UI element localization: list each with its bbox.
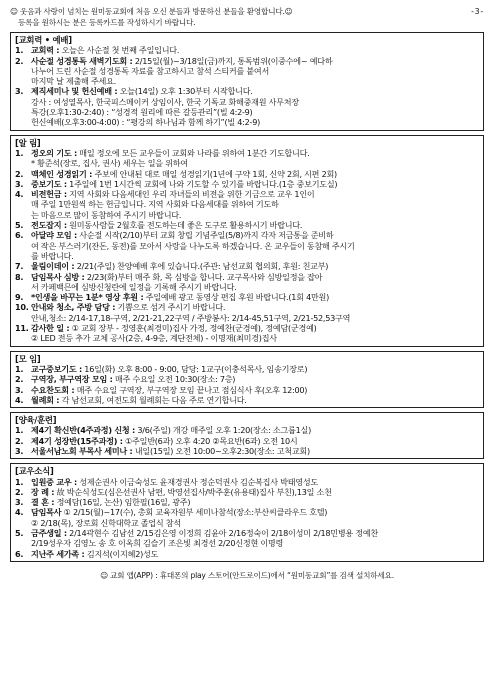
list-item xyxy=(15,385,479,395)
list-item xyxy=(15,169,479,179)
item-line xyxy=(31,282,479,292)
list-item xyxy=(15,436,479,446)
item-body xyxy=(31,272,479,293)
item-text: 2/19성우자 김영노 송 호 이옥희 김슬기 조은빛 최경선 2/20신정현 이명령 xyxy=(31,538,284,549)
item-number: 6. xyxy=(15,230,24,241)
item-body xyxy=(31,446,479,456)
item-text: 원미동사람들 2월호를 전도하는데 좋은 도구로 활용하시기 바랍니다. xyxy=(69,220,303,231)
item-body xyxy=(31,56,479,87)
item-text: 사순절 시작(2/10)부터 교회 창립 기념주일(5/8)까지 각자 저금통을 준비하 xyxy=(79,230,334,241)
item-text: 매일 정오에 모든 교우들이 교회와 나라를 위하여 1분간 기도합니다. xyxy=(79,147,310,158)
item-label: 안내와 청소, 주방 담당 : xyxy=(31,302,116,313)
welcome-message xyxy=(10,6,464,28)
item-line xyxy=(31,446,479,456)
item-text: 를 바랍니다. xyxy=(31,250,74,261)
item-text: 헌신예배(오후3:00-4:00) : “평강의 하나님과 함께 하기”(빌 4:2-9) xyxy=(31,117,261,128)
item-line xyxy=(31,323,479,333)
section-items xyxy=(15,425,479,456)
section-worship xyxy=(10,32,484,131)
item-line xyxy=(31,333,479,343)
item-text: 매주 수요일 구역장, 부구역장 모임 끝나고 점심식사 후(오후 12:00) xyxy=(76,384,308,395)
item-text: 마지막 날 제출해 주세요. xyxy=(31,76,116,87)
item-label: 금주생일 : xyxy=(31,528,67,539)
item-body xyxy=(31,148,479,169)
section-title: [교우소식] xyxy=(15,466,54,477)
section-items xyxy=(15,364,479,405)
section-training xyxy=(10,412,484,459)
list-item xyxy=(15,56,479,87)
item-line xyxy=(31,210,479,220)
list-item xyxy=(15,302,479,323)
item-line xyxy=(31,487,479,497)
item-number: 10. xyxy=(15,302,29,313)
item-label: 입원중 교우 : xyxy=(31,476,77,487)
item-body xyxy=(31,292,479,302)
item-number: 2. xyxy=(15,168,24,179)
item-label: 울림이데이 : xyxy=(31,261,75,272)
list-item xyxy=(15,272,479,293)
list-item xyxy=(15,230,479,261)
item-text: 각 남선교회, 여전도회 월례회는 다음 주로 연기합니다. xyxy=(61,394,247,405)
item-text: 2/23(화)부터 매주 화, 목 심방을 합니다. 교구목사와 심방일정을 잡아 xyxy=(86,271,323,282)
item-body xyxy=(31,436,479,446)
item-line xyxy=(31,251,479,261)
item-text: 여 작은 부스러기(잔돈, 동전)를 모아서 사랑을 나누도록 하겠습니다. 온 교우들이 동참해 주시기 xyxy=(31,240,355,251)
list-item xyxy=(15,189,479,220)
section-notices xyxy=(10,135,484,347)
item-body xyxy=(31,45,479,55)
item-body xyxy=(31,230,479,261)
item-label: 맥체인 성경읽기 : xyxy=(31,168,93,179)
item-line xyxy=(31,497,479,507)
item-line xyxy=(31,518,479,528)
item-number: 1. xyxy=(15,147,24,158)
welcome-line-2: 등록을 원하시는 분은 등록카드를 작성하시기 바랍니다. xyxy=(18,18,196,27)
item-label: 결 혼 : xyxy=(31,497,55,508)
item-text: 2/15일(월)~3/18일(금)까지, 통독범위(이중수에~ 예다하 xyxy=(134,55,333,66)
item-line xyxy=(31,158,479,168)
item-label: 제직세미나 및 헌신예배 : xyxy=(31,86,118,97)
list-item xyxy=(15,261,479,271)
welcome-banner xyxy=(10,6,484,28)
item-text: ② LED 전등 추가 교체 공사(2층, 4-9층, 계단전체) - 이명재(최미경)집사 xyxy=(31,333,277,344)
item-text: 안내,청소: 2/14-17,18-구역, 2/21-21,22구역 / 주방봉사: 2/14-45,51구역, 2/21-52,53구역 xyxy=(31,312,351,323)
item-number: 1. xyxy=(15,363,24,374)
item-label: 중보기도 : xyxy=(31,178,67,189)
item-number: 1. xyxy=(15,45,24,56)
list-item xyxy=(15,323,479,344)
item-line xyxy=(31,66,479,76)
item-text: 오늘은 사순절 첫 번째 주일입니다. xyxy=(61,45,180,56)
item-number: 7. xyxy=(15,261,24,272)
item-label: *인생을 바꾸는 1분* 영상 후원 : xyxy=(31,292,144,303)
list-item xyxy=(15,292,479,302)
item-text: 서 카페백믄에 심방신청란에 일정을 기록해 주시기 바랍니다. xyxy=(31,281,237,292)
welcome-line-1: ☺ 웃음과 사랑이 넘치는 원미동교회에 처음 오신 분들과 방문하신 분들을 환영합니다.☺ xyxy=(10,7,293,16)
item-label: 교구중보기도 : xyxy=(31,363,82,374)
item-number: 11. xyxy=(15,323,29,334)
item-line xyxy=(31,507,479,517)
item-number: 3. xyxy=(15,178,24,189)
item-line xyxy=(31,425,479,435)
item-line xyxy=(31,436,479,446)
item-label: 아달랴 모임 : xyxy=(31,230,77,241)
list-item xyxy=(15,395,479,405)
item-line xyxy=(31,169,479,179)
item-label: 비전헌금 : xyxy=(31,189,67,200)
item-line xyxy=(31,56,479,66)
item-number: 2. xyxy=(15,55,24,66)
item-line xyxy=(31,477,479,487)
item-text: 오늘(14일) 오후 1:30부터 시작합니다. xyxy=(119,86,253,97)
list-item xyxy=(15,179,479,189)
item-text: 성제순권사 이금숙성도 윤재경권사 정순덕권사 김순복집사 박태영성도 xyxy=(79,476,318,487)
item-number: 4. xyxy=(15,394,24,405)
section-items xyxy=(15,45,479,127)
list-item xyxy=(15,220,479,230)
item-text: 나누어 드린 사순절 성경통독 자료를 참고하시고 참석 스티커를 붙여서 xyxy=(31,65,270,76)
item-body xyxy=(31,169,479,179)
list-item xyxy=(15,45,479,55)
item-label: 정오의 기도 : xyxy=(31,147,77,158)
item-label: 제4기 성장반(15주과정) : xyxy=(31,435,123,446)
list-item xyxy=(15,507,479,528)
section-items xyxy=(15,477,479,559)
item-label: 월례회 : xyxy=(31,394,60,405)
item-text: 는 마음으로 많이 동참하여 주시기 바랍니다. xyxy=(31,209,182,220)
item-label: 장 례 : xyxy=(31,486,55,497)
item-line xyxy=(31,76,479,86)
item-number: 3. xyxy=(15,384,24,395)
item-line xyxy=(31,261,479,271)
list-item xyxy=(15,86,479,127)
item-body xyxy=(31,86,479,127)
item-number: 8. xyxy=(15,271,24,282)
item-body xyxy=(31,374,479,384)
item-number: 4. xyxy=(15,189,24,200)
list-item xyxy=(15,477,479,487)
item-text: * 황준석(장로, 집사, 권사) 세우는 일을 위하여 xyxy=(31,158,188,169)
item-line xyxy=(31,395,479,405)
item-line xyxy=(31,199,479,209)
item-text: 지역 사회와 다음세대인 우리 자녀들의 비전을 위한 기금으로 교우 1인이 xyxy=(69,189,315,200)
item-number: 5. xyxy=(15,220,24,231)
app-install-note: ☺ 교회 앱(APP) : 휴대폰의 play 스토어(안드로이드)에서 “원미동교회”를 검색 설치하세요. xyxy=(100,570,394,580)
list-item xyxy=(15,425,479,435)
item-line xyxy=(31,230,479,240)
item-text: 내일(15일) 오전 10:00~오후2:30(장소: 고척교회) xyxy=(134,445,310,456)
section-title: [알 림] xyxy=(15,137,41,148)
list-item xyxy=(15,528,479,549)
item-number: 2. xyxy=(15,486,24,497)
item-text: ①주일반(6과) 오후 4:20 ②목요반(6과) 오전 10시 xyxy=(125,435,298,446)
item-label: 전도잡지 : xyxy=(31,220,67,231)
item-line xyxy=(31,45,479,55)
list-item xyxy=(15,549,479,559)
item-line xyxy=(31,241,479,251)
item-text: ① 교회 장부 - 정영훈(최경미)집사 가정, 정예찬(군경예), 정예담(군경예) xyxy=(71,323,317,334)
item-number: 1. xyxy=(15,425,24,436)
list-item xyxy=(15,497,479,507)
item-body xyxy=(31,487,479,497)
item-text: 매 주일 1만원씩 하는 헌금입니다. 지역 사회와 다음세대를 위하여 기도하 xyxy=(31,199,279,210)
item-body xyxy=(31,220,479,230)
item-text: 주일예배 광고 동영상 편집 후원 바랍니다.(1회 4만원) xyxy=(145,292,330,303)
item-text: ② 2/18(목), 장로회 신학대학교 졸업식 참석 xyxy=(31,517,181,528)
item-label: 구역장, 부구역장 모임 : xyxy=(31,374,113,385)
item-label: 담임목사 심방 : xyxy=(31,271,85,282)
section-title: [모 임] xyxy=(15,353,41,364)
item-text: 매주 수요일 오전 10:30(장소: 7층) xyxy=(114,374,236,385)
list-item xyxy=(15,446,479,456)
item-line xyxy=(31,302,479,312)
item-line xyxy=(31,189,479,199)
item-text: 1주일에 1번 1시간씩 교회에 나와 기도할 수 있기를 바랍니다.(1층 중보기도실) xyxy=(69,178,338,189)
item-number: 1. xyxy=(15,476,24,487)
item-body xyxy=(31,507,479,528)
item-body xyxy=(31,549,479,559)
item-body xyxy=(31,302,479,323)
item-label: 교회력 : xyxy=(31,45,60,56)
section-church-news xyxy=(10,463,484,562)
item-line xyxy=(31,538,479,548)
item-body xyxy=(31,425,479,435)
item-label: 제4기 확신반(4주과정) 신청 : xyxy=(31,425,136,436)
item-number: 2. xyxy=(15,374,24,385)
item-number: 3. xyxy=(15,445,24,456)
item-line xyxy=(31,97,479,107)
list-item xyxy=(15,487,479,497)
list-item xyxy=(15,364,479,374)
item-number: 6. xyxy=(15,548,24,559)
item-line xyxy=(31,148,479,158)
item-line xyxy=(31,385,479,395)
item-body xyxy=(31,179,479,189)
section-meetings xyxy=(10,351,484,408)
item-number: 5. xyxy=(15,528,24,539)
item-body xyxy=(31,385,479,395)
section-title: [양육/훈련] xyxy=(15,415,57,426)
page-number: -3- xyxy=(470,7,484,16)
item-text: 3/6(주일) 개강 매주일 오후 1:20(장소: 소그룹1실) xyxy=(137,425,311,436)
item-text: 故 박순식성도(심은선권사 남편, 박영선집사/박주훈(유용태)집사 부친),13일 소천 xyxy=(56,486,332,497)
item-body xyxy=(31,364,479,374)
item-line xyxy=(31,107,479,117)
item-number: 3. xyxy=(15,86,24,97)
item-line xyxy=(31,528,479,538)
item-line xyxy=(31,179,479,189)
item-line xyxy=(31,220,479,230)
item-body xyxy=(31,323,479,344)
item-number: 2. xyxy=(15,435,24,446)
item-text: 2/21(주일) 찬양예배 후에 있습니다.(주관: 남선교회 협의회, 후원: 친교부) xyxy=(76,261,329,272)
item-line xyxy=(31,272,479,282)
list-item xyxy=(15,374,479,384)
item-text: 정예담(16일, 논산) 임한필(16일, 광주) xyxy=(56,497,191,508)
item-label: 서울서남노회 부목사 세미나 : xyxy=(31,445,133,456)
item-text: 2/14곽현수 김남선 2/15김은영 이정희 김윤아 2/16정숙이 2/18이성미 2/18민병용 정예찬 xyxy=(69,528,378,539)
item-body xyxy=(31,189,479,220)
item-label: 감사한 일 : xyxy=(31,323,70,334)
item-text: 16일(화) 오후 8:00 - 9:00, 담당: 1교구(이충석목사, 임송기장로) xyxy=(84,363,308,374)
item-label: 사순절 성경통독 새벽기도회 : xyxy=(31,55,133,66)
item-text: 김지석(이지혜2)성도 xyxy=(86,548,159,559)
item-line xyxy=(31,86,479,96)
item-line xyxy=(31,364,479,374)
item-body xyxy=(31,261,479,271)
item-text: 기쁨으로 섬겨 주시기 바랍니다. xyxy=(117,302,226,313)
item-text: 특강(오후1:30-2:40) : “성경적 원리에 따른 갈등관리”(빌 4:2-9) xyxy=(31,107,253,118)
item-body xyxy=(31,497,479,507)
item-line xyxy=(31,549,479,559)
section-items xyxy=(15,148,479,344)
item-text: ① 2/15(월)~17(수), 총회 교육자원부 세미나참석(장소:부산씨클라우드 호텔) xyxy=(63,507,328,518)
item-body xyxy=(31,395,479,405)
item-body xyxy=(31,477,479,487)
item-label: 지난주 세가족 : xyxy=(31,548,85,559)
item-text: 주보에 안내된 대로 매일 성경읽기(1년에 구약 1회, 신약 2회, 시편 2회) xyxy=(94,168,337,179)
item-number: 4. xyxy=(15,507,24,518)
item-line xyxy=(31,374,479,384)
item-number: 9. xyxy=(15,292,24,303)
item-label: 담임목사 xyxy=(31,507,62,518)
item-text: 강사 : 여성열목사, 한국피스메이커 상임이사, 한국 기독교 화해중재원 사무처장 xyxy=(31,96,299,107)
item-line xyxy=(31,117,479,127)
item-body xyxy=(31,528,479,549)
item-number: 3. xyxy=(15,497,24,508)
item-label: 수요찬도회 : xyxy=(31,384,75,395)
item-line xyxy=(31,292,479,302)
list-item xyxy=(15,148,479,169)
section-title: [교회력 • 예배] xyxy=(15,35,72,45)
item-line xyxy=(31,313,479,323)
